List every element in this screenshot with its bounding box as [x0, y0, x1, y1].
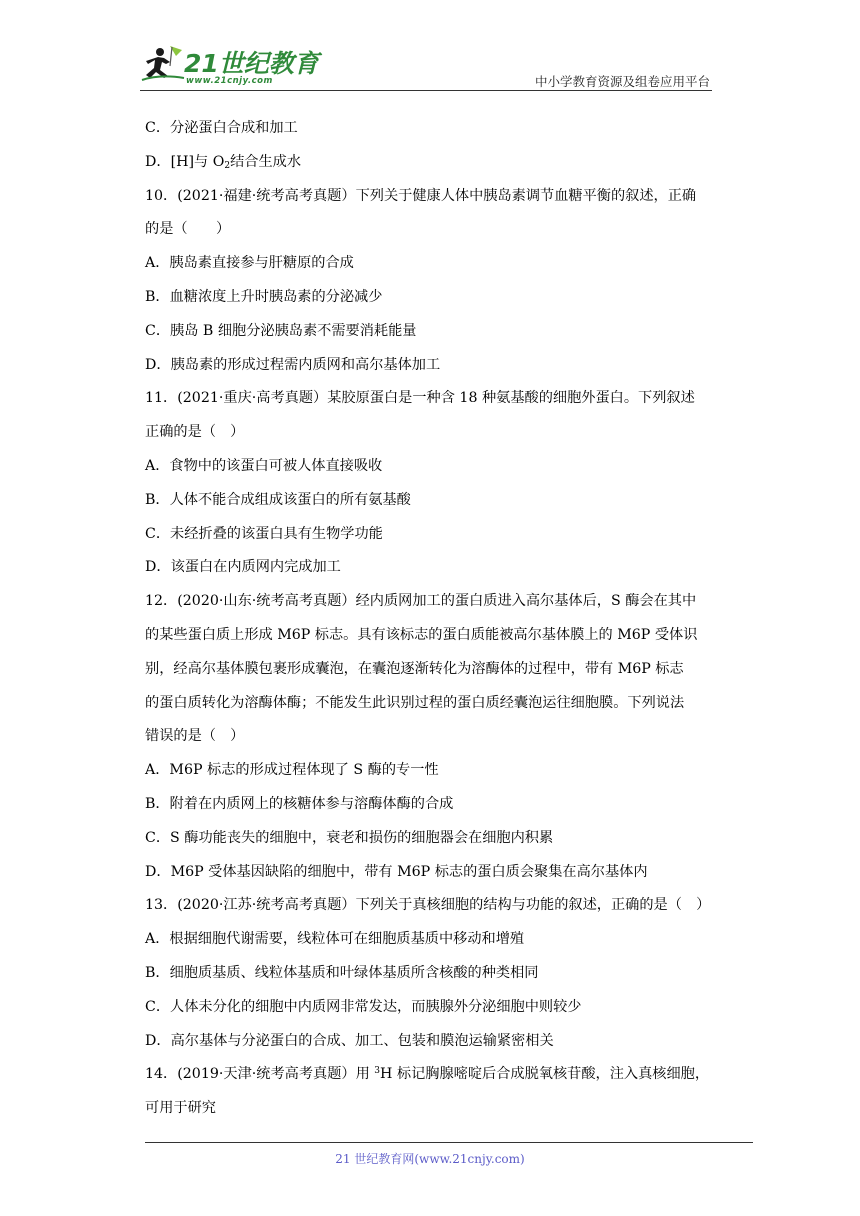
- question-body: [145, 112, 717, 1126]
- text-line: 的某些蛋白质上形成 M6P 标志。具有该标志的蛋白质能被高尔基体膜上的 M6P 受体识: [145, 626, 698, 643]
- option-b: B．人体不能合成组成该蛋白的所有氨基酸: [145, 491, 411, 508]
- option-c: C．人体未分化的细胞中内质网非常发达，而胰腺外分泌细胞中则较少: [145, 998, 582, 1015]
- option-a: A．食物中的该蛋白可被人体直接吸收: [145, 457, 383, 474]
- option-b: B．血糖浓度上升时胰岛素的分泌减少: [145, 288, 383, 305]
- option-c: C．胰岛 B 细胞分泌胰岛素不需要消耗能量: [145, 322, 417, 339]
- option-b: B．附着在内质网上的核糖体参与溶酶体酶的合成: [145, 795, 454, 812]
- page-header: [0, 0, 860, 100]
- option-a: A．胰岛素直接参与肝糖原的合成: [145, 255, 354, 272]
- text-line: 正确的是（ ）: [145, 424, 245, 441]
- footer-link[interactable]: 21 世纪教育网(www.21cnjy.com): [335, 1152, 525, 1166]
- text-line: 的蛋白质转化为溶酶体酶；不能发生此识别过程的蛋白质经囊泡运往细胞膜。下列说法: [145, 694, 685, 711]
- brand-name: 21世纪教育: [184, 49, 319, 78]
- question-10-stem: 10．(2021·福建·统考高考真题）下列关于健康人体中胰岛素调节血糖平衡的叙述，正确: [145, 187, 697, 204]
- option-c: C．未经折叠的该蛋白具有生物学功能: [145, 525, 383, 542]
- option-b: B．细胞质基质、线粒体基质和叶绿体基质所含核酸的种类相同: [145, 964, 539, 981]
- brand-url: www.21cnjy.com: [186, 76, 273, 86]
- text-line: D．[H]与 $O_2$结合生成水: [145, 153, 302, 171]
- text-line: 别，经高尔基体膜包裹形成囊泡，在囊泡逐渐转化为溶酶体的过程中，带有 M6P 标志: [145, 660, 684, 677]
- option-d: D．高尔基体与分泌蛋白的合成、加工、包装和膜泡运输紧密相关: [145, 1032, 554, 1049]
- header-divider: [140, 90, 712, 91]
- platform-name: 中小学教育资源及组卷应用平台: [534, 74, 710, 89]
- footer-divider: [145, 1142, 753, 1143]
- brand-logo: [140, 40, 319, 92]
- text-line: 错误的是（ ）: [145, 728, 245, 745]
- option-d: D．M6P 受体基因缺陷的细胞中，带有 M6P 标志的蛋白质会聚集在高尔基体内: [145, 863, 648, 880]
- option-d: D．胰岛素的形成过程需内质网和高尔基体加工: [145, 356, 441, 373]
- text-line: C．分泌蛋白合成和加工: [145, 120, 298, 136]
- question-11-stem: 11．(2021·重庆·高考真题）某胶原蛋白是一种含 18 种氨基酸的细胞外蛋白。下列叙述: [145, 390, 695, 407]
- runner-logo-icon: [140, 44, 186, 84]
- question-13-stem: 13．(2020·江苏·统考高考真题）下列关于真核细胞的结构与功能的叙述，正确的是（ ）: [145, 897, 711, 914]
- question-14-stem: 14．(2019·天津·统考高考真题）用 $^3$H 标记胸腺嘧啶后合成脱氧核苷酸，注入真核细胞，: [145, 1066, 710, 1083]
- question-12-stem: 12．(2020·山东·统考高考真题）经内质网加工的蛋白质进入高尔基体后，S 酶会在其中: [145, 593, 697, 610]
- option-d: D．该蛋白在内质网内完成加工: [145, 559, 341, 576]
- text-line: 可用于研究: [145, 1100, 216, 1117]
- option-a: A．M6P 标志的形成过程体现了 S 酶的专一性: [145, 762, 439, 779]
- option-a: A．根据细胞代谢需要，线粒体可在细胞质基质中移动和增殖: [145, 931, 525, 948]
- text-line: 的是（ ）: [145, 221, 231, 238]
- option-c: C．S 酶功能丧失的细胞中，衰老和损伤的细胞器会在细胞内积累: [145, 829, 554, 846]
